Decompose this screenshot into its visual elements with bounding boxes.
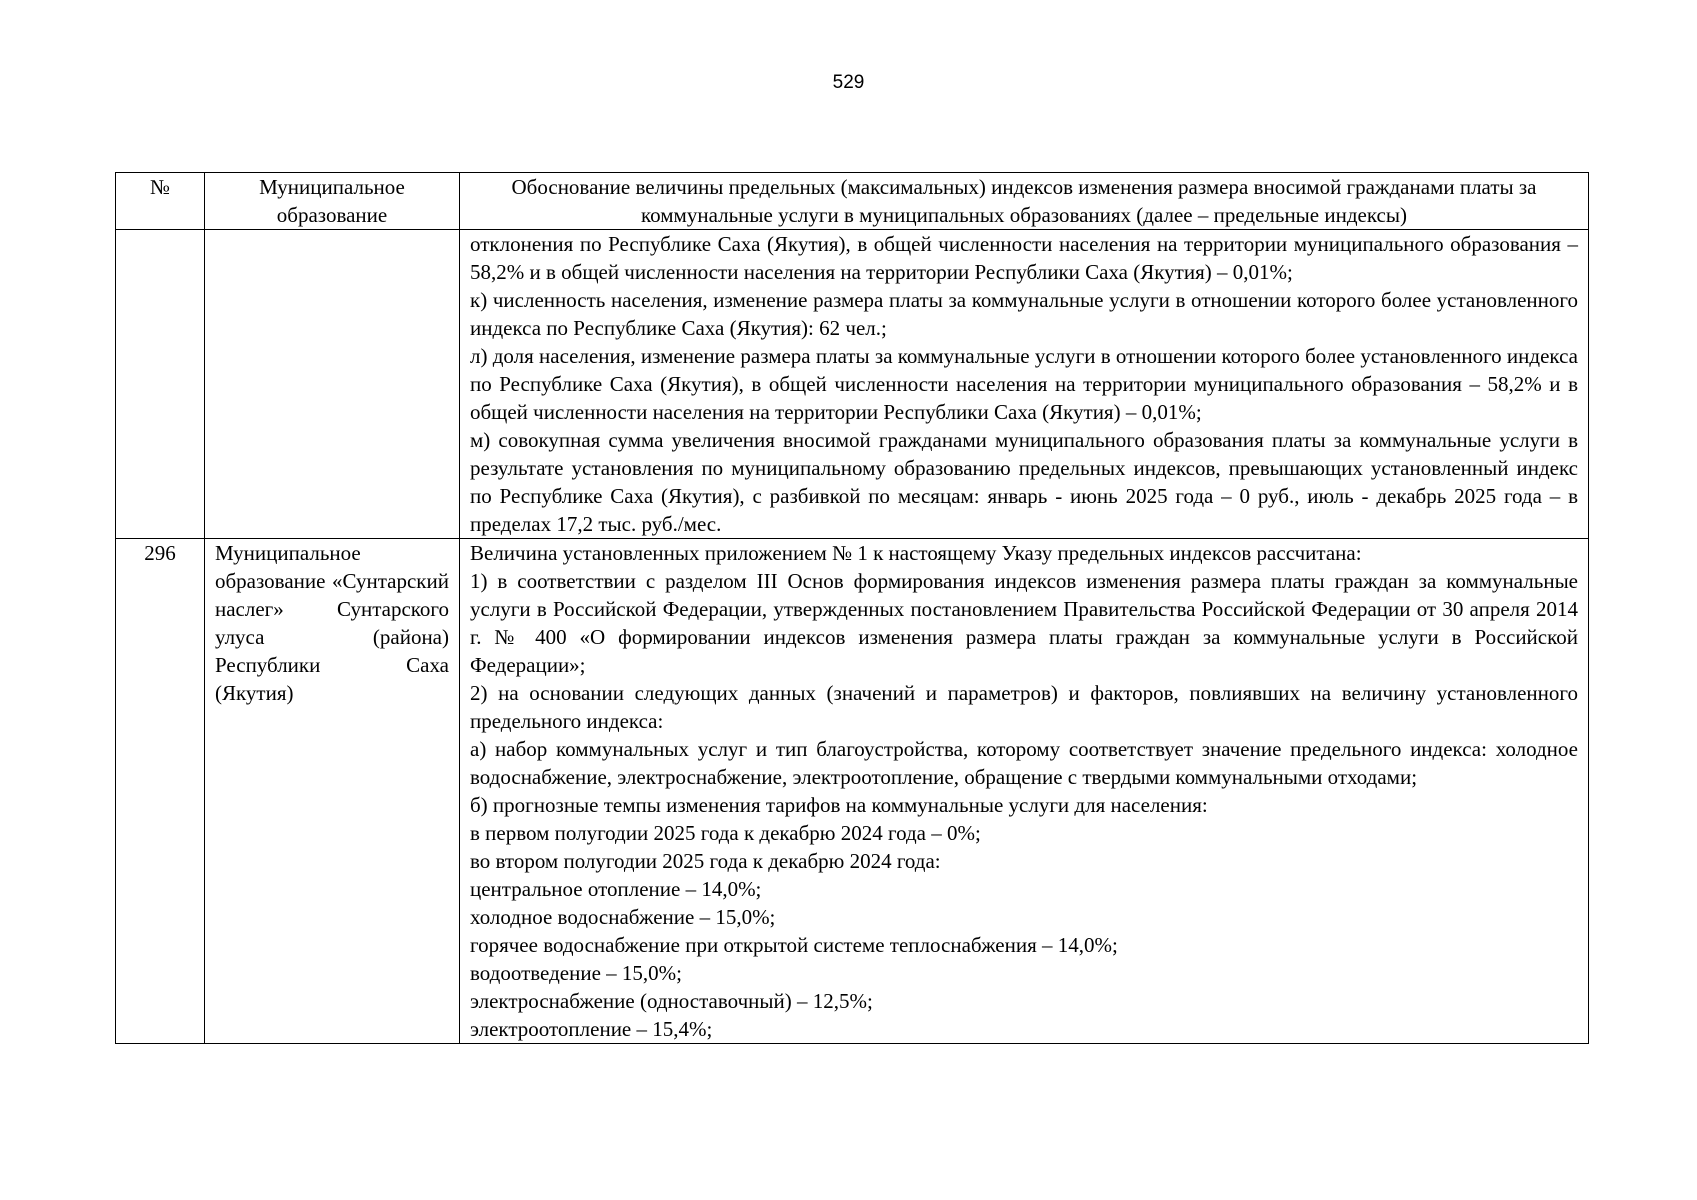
table-row — [116, 539, 1589, 1044]
row-num-cell: 296 — [116, 539, 205, 1044]
paragraph: 2) на основании следующих данных (значений и параметров) и факторов, повлиявших на величину установленного предельного индекса: — [470, 681, 1578, 733]
paragraph: горячее водоснабжение при открытой системе теплоснабжения – 14,0%; — [470, 933, 1118, 957]
paragraph: а) набор коммунальных услуг и тип благоустройства, которому соответствует значение предельного индекса: холодное водоснабжение, электроснабжение, электроотопление, обращение с твердыми коммунальными отходами; — [470, 737, 1578, 789]
row-justification-cell — [460, 539, 1589, 1044]
paragraph: Величина установленных приложением № 1 к настоящему Указу предельных индексов рассчитана: — [470, 541, 1362, 565]
paragraph: м) совокупная сумма увеличения вносимой гражданами муниципального образования платы за коммунальные услуги в результате установления по муниципальному образованию предельных индексов, превышающих установленный индекс по Республике Саха (Якутия), с разбивкой по месяцам: январь - июнь 2025 года – 0 руб., июль - декабрь 2025 года – в пределах 17,2 тыс. руб./мес. — [470, 428, 1578, 536]
paragraph: отклонения по Республике Саха (Якутия), в общей численности населения на территории муниципального образования – 58,2% и в общей численности населения на территории Республики Саха (Якутия) – 0,01%; — [470, 232, 1578, 284]
paragraph: электроотопление – 15,4%; — [470, 1017, 713, 1041]
paragraph: л) доля населения, изменение размера платы за коммунальные услуги в отношении которого более установленного индекса по Республике Саха (Якутия), в общей численности населения на территории муниципального образования – 58,2% и в общей численности населения на территории Республики Саха (Якутия) – 0,01%; — [470, 344, 1578, 424]
paragraph: электроснабжение (одноставочный) – 12,5%; — [470, 989, 873, 1013]
header-municipality: Муниципальное образование — [205, 173, 460, 230]
paragraph: холодное водоснабжение – 15,0%; — [470, 905, 776, 929]
row-num-cell — [116, 230, 205, 539]
table-header-row — [116, 173, 1589, 230]
page-number: 529 — [832, 72, 865, 93]
header-justification: Обоснование величины предельных (максимальных) индексов изменения размера вносимой гражданами платы за коммунальные услуги в муниципальных образованиях (далее – предельные индексы) — [460, 173, 1589, 230]
row-municipality-cell — [205, 230, 460, 539]
paragraph: 1) в соответствии с разделом III Основ формирования индексов изменения размера платы граждан за коммунальные услуги в Российской Федерации, утвержденных постановлением Правительства Российской Федерации от 30 апреля 2014 г. № 400 «О формировании индексов изменения размера платы граждан за коммунальные услуги в Российской Федерации»; — [470, 569, 1578, 677]
paragraph: центральное отопление – 14,0%; — [470, 877, 762, 901]
paragraph: в первом полугодии 2025 года к декабрю 2024 года – 0%; — [470, 821, 981, 845]
table-row — [116, 230, 1589, 539]
paragraph: б) прогнозные темпы изменения тарифов на коммунальные услуги для населения: — [470, 793, 1208, 817]
paragraph: во втором полугодии 2025 года к декабрю 2024 года: — [470, 849, 941, 873]
justification-table — [115, 172, 1589, 1044]
paragraph: водоотведение – 15,0%; — [470, 961, 682, 985]
row-municipality-cell: Муниципальное образование «Сунтарский наслег» Сунтарского улуса (района) Республики Саха (Якутия) — [205, 539, 460, 1044]
paragraph: к) численность населения, изменение размера платы за коммунальные услуги в отношении которого более установленного индекса по Республике Саха (Якутия): 62 чел.; — [470, 288, 1578, 340]
header-num: № — [116, 173, 205, 230]
row-justification-cell — [460, 230, 1589, 539]
